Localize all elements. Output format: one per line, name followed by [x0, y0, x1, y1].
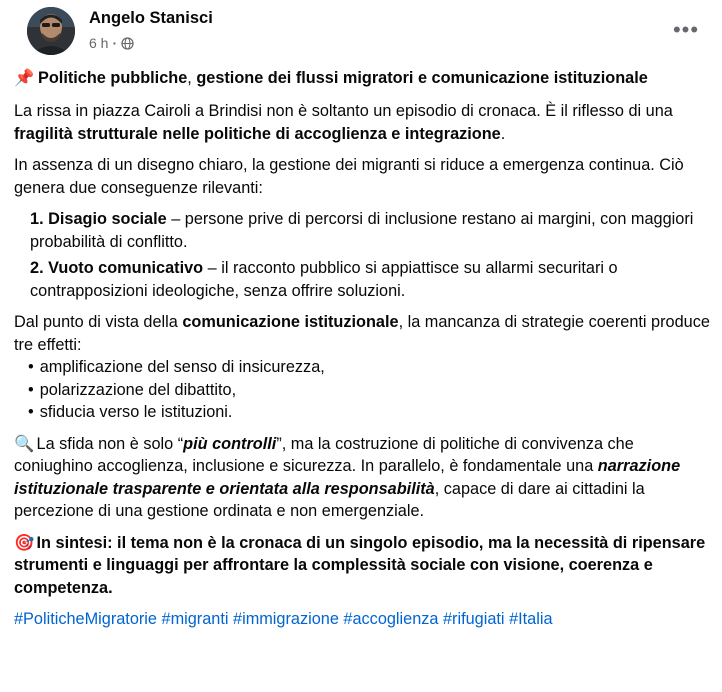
- hashtag-link[interactable]: #migranti: [161, 610, 229, 628]
- paragraph-3: Dal punto di vista della comunicazione istituzionale, la mancanza di strategie coerenti produce tre effetti:: [14, 313, 710, 354]
- pin-icon: 📌: [14, 69, 35, 87]
- bullet-list: [14, 356, 714, 424]
- paragraph-2: In assenza di un disegno chiaro, la gestione dei migranti si riduce a emergenza continua. Ciò genera due conseguenze rilevanti:: [14, 156, 684, 197]
- list-item: • sfiducia verso le istituzioni.: [28, 401, 714, 424]
- hashtag-link[interactable]: #PoliticheMigratorie: [14, 610, 157, 628]
- numbered-list: [14, 208, 714, 302]
- list-item: 1. Disagio sociale – persone prive di percorsi di inclusione restano ai margini, con maggiori probabilità di conflitto.: [30, 210, 694, 251]
- more-options-button[interactable]: [668, 16, 704, 44]
- hashtag-link[interactable]: #accoglienza: [343, 610, 439, 628]
- post-title: 📌 Politiche pubbliche, gestione dei flussi migratori e comunicazione istituzionale: [14, 66, 714, 90]
- target-icon: 🎯: [14, 533, 35, 552]
- list-item: • polarizzazione del dibattito,: [28, 379, 714, 402]
- hashtag-link[interactable]: #immigrazione: [233, 610, 339, 628]
- paragraph-4: 🔍 La sfida non è solo “più controlli”, ma la costruzione di politiche di convivenza che coniughino accoglienza, inclusione e sicurezza. In parallelo, è fondamentale una narrazione istituzionale trasparente e orientata alla responsabilità, capace di dare ai cittadini la percezione di una gestione ordinata e non emergenziale.: [14, 434, 681, 520]
- paragraph-5: 🎯 In sintesi: il tema non è la cronaca di un singolo episodio, ma la necessità di ripensare strumenti e linguaggi per affrontare la complessità sociale con visione, coerenza e competenza.: [14, 533, 706, 597]
- hashtag-link[interactable]: #Italia: [509, 610, 553, 628]
- list-item: 2. Vuoto comunicativo – il racconto pubblico si appiattisce su allarmi securitari o contrapposizioni ideologiche, senza offrire soluzioni.: [30, 259, 618, 300]
- hashtag-link[interactable]: #rifugiati: [443, 610, 505, 628]
- globe-icon[interactable]: [121, 37, 134, 50]
- hashtags: [14, 608, 714, 631]
- avatar[interactable]: [27, 7, 75, 55]
- list-item: • amplificazione del senso di insicurezza,: [28, 356, 714, 379]
- post-header: [14, 0, 708, 66]
- paragraph-1: La rissa in piazza Cairoli a Brindisi non è soltanto un episodio di cronaca. È il riflesso di una fragilità strutturale nelle politiche di accoglienza e integrazione.: [14, 102, 673, 143]
- post-content: [14, 66, 714, 631]
- avatar-photo-icon: [27, 7, 75, 55]
- magnifier-icon: 🔍: [14, 434, 35, 453]
- post-meta: [89, 33, 134, 53]
- post-time[interactable]: 6 h: [89, 35, 109, 51]
- author-name[interactable]: Angelo Stanisci: [89, 9, 213, 27]
- meta-separator: ·: [112, 35, 118, 51]
- ellipsis-icon: •••: [672, 16, 700, 42]
